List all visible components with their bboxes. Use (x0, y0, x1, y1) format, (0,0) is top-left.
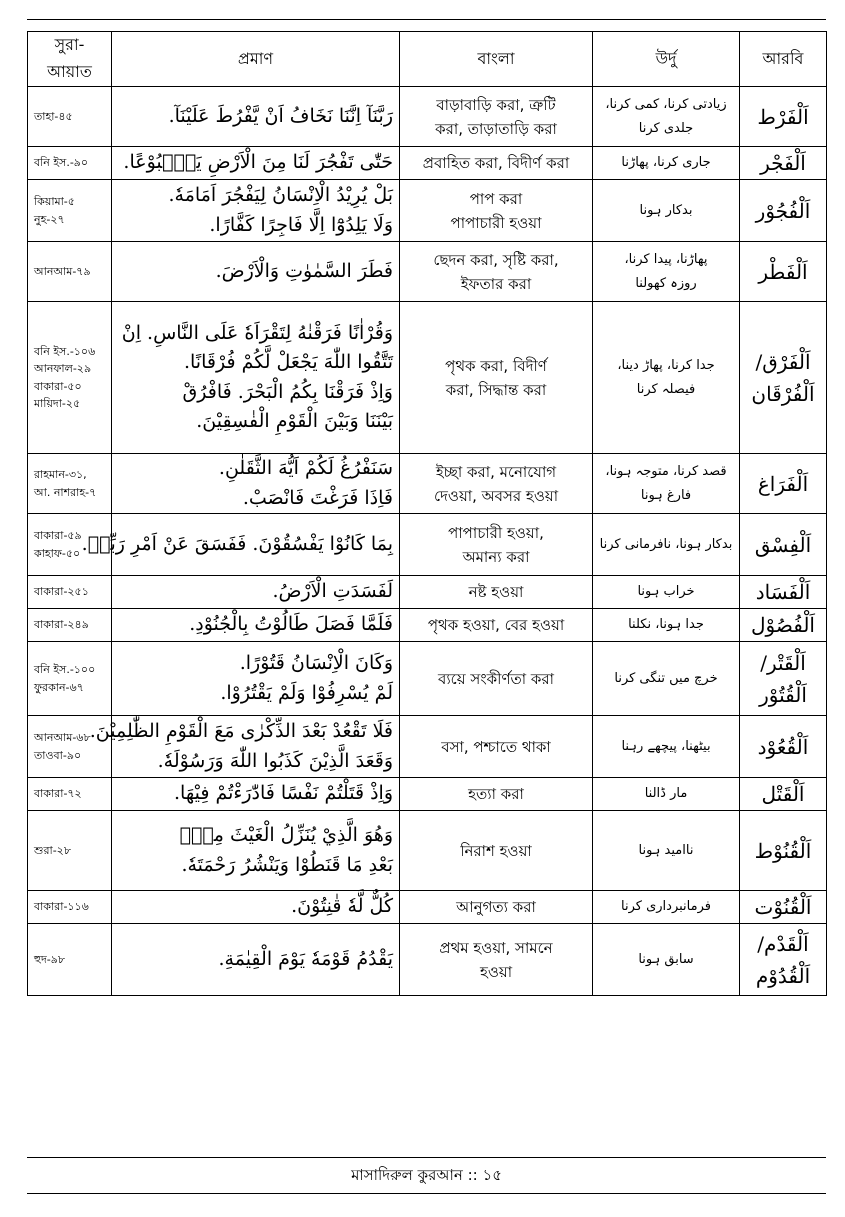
reference-line: কিয়ামা-৫ (34, 195, 75, 209)
urdu-meaning-cell (593, 180, 740, 242)
arabic-word-cell (740, 642, 827, 716)
reference-line: বনি ইস.-১০৬ (34, 345, 96, 359)
proof-line: وَكَانَ الْاِنْسَانُ قَتُوْرًا. (239, 652, 393, 675)
reference-cell (28, 811, 112, 891)
table-row (28, 716, 827, 778)
arabic-word-line: اَلْقُدُوْم (755, 963, 811, 988)
urdu-meaning-line: سابق ہونا (638, 951, 694, 967)
reference-line: আনআম-৭৯ (34, 264, 91, 278)
proof-cell (112, 87, 400, 147)
table-row (28, 778, 827, 811)
proof-line: بَعْدِ مَا قَنَطُوْا وَيَنْشُرُ رَحْمَتَهٗ. (181, 853, 393, 876)
urdu-meaning-cell (593, 514, 740, 576)
proof-cell (81, 514, 400, 576)
urdu-meaning-line: بدکار ہونا، نافرمانی کرنا (599, 536, 733, 552)
urdu-meaning-line: روزہ کھولنا (635, 275, 697, 291)
bangla-meaning-line: ব্যয়ে সংকীর্ণতা করা (437, 669, 555, 688)
bangla-meaning-line: করা, সিদ্ধান্ত করা (445, 380, 547, 399)
proof-line: حَتّٰى تَفْجُرَ لَنَا مِنَ الْاَرْضِ يَنْۢبُوْعًا. (123, 151, 393, 174)
table-row (28, 811, 827, 891)
reference-line: বাকারা-২৫১ (34, 585, 89, 599)
reference-line: বাকারা-১১৬ (34, 900, 89, 914)
bangla-meaning-cell (400, 716, 593, 778)
bangla-meaning-line: ইচ্ছা করা, মনোযোগ (435, 462, 557, 481)
reference-line: শুরা-২৮ (34, 843, 71, 857)
reference-cell (28, 576, 112, 609)
reference-cell (28, 778, 112, 811)
reference-cell (28, 924, 112, 996)
bangla-meaning-line: অমান্য করা (462, 547, 530, 566)
urdu-meaning-line: ناامید ہونا (638, 842, 694, 858)
arabic-word-line: اَلْفُصُوْل (751, 613, 815, 637)
proof-cell (112, 811, 400, 891)
reference-line: ফুরকান-৬৭ (34, 680, 84, 694)
table-row (28, 891, 827, 924)
urdu-meaning-cell (593, 716, 740, 778)
proof-line: يَقْدُمُ قَوْمَهٗ يَوْمَ الْقِيٰمَةِ. (218, 947, 393, 970)
table-row (28, 924, 827, 996)
urdu-meaning-line: بدکار ہونا (639, 202, 693, 218)
table-row (28, 576, 827, 609)
proof-cell (89, 716, 400, 778)
bangla-meaning-line: পাপাচারী হওয়া (450, 213, 542, 232)
reference-cell (28, 180, 112, 242)
reference-line: তাওবা-৯০ (34, 748, 82, 762)
proof-line: وَلَا يَلِدُوْٓا اِلَّا فَاجِرًا كَفَّارًا. (209, 213, 393, 236)
arabic-word-cell (740, 454, 827, 514)
table-row (28, 147, 827, 180)
bangla-meaning-line: ইফতার করা (460, 274, 532, 293)
bangla-meaning-cell (400, 642, 593, 716)
proof-line: بَيْنَنَا وَبَيْنَ الْقَوْمِ الْفٰسِقِيْنَ. (196, 409, 393, 432)
urdu-meaning-cell (593, 642, 740, 716)
table-row (28, 302, 827, 454)
bangla-meaning-line: হওয়া (479, 962, 513, 981)
urdu-meaning-line: جدا کرنا، پھاڑ دینا، (617, 358, 715, 374)
arabic-word-cell (740, 180, 827, 242)
urdu-meaning-cell (593, 924, 740, 996)
proof-cell (112, 147, 400, 180)
header-proof: প্রমাণ (112, 32, 400, 87)
urdu-meaning-line: جاری کرنا، پھاڑنا (621, 155, 711, 171)
table-header-row (28, 32, 827, 87)
bangla-meaning-line: নিরাশ হওয়া (460, 841, 532, 860)
arabic-word-line: اَلْفَسَاد (755, 580, 811, 604)
reference-line: রাহমান-৩১, (34, 468, 87, 482)
proof-line: وَقَعَدَ الَّذِيْنَ كَذَبُوا اللّٰهَ وَرَسُوْلَهٗ. (157, 749, 393, 772)
page-footer: মাসাদিরুল কুরআন :: ১৫ (351, 1166, 502, 1184)
urdu-meaning-cell (593, 302, 740, 454)
table-row (28, 87, 827, 147)
urdu-meaning-cell (593, 87, 740, 147)
header-reference: সুরা-আয়াত (28, 32, 112, 87)
proof-cell (112, 778, 400, 811)
urdu-meaning-line: جدا ہونا، نکلنا (628, 617, 704, 633)
proof-line: فَطَرَ السَّمٰوٰتِ وَالْاَرْضَ. (215, 259, 393, 282)
bangla-meaning-line: প্রবাহিত করা, বিদীর্ণ করা (422, 154, 570, 172)
arabic-word-cell (740, 514, 827, 576)
reference-cell (28, 242, 112, 302)
reference-line: আ. নাশরাহ-৭ (34, 485, 97, 499)
reference-line: বাকারা-৫০ (34, 379, 82, 393)
reference-cell (28, 87, 112, 147)
proof-line: فَلَا تَقْعُدْ بَعْدَ الذِّكْرٰى مَعَ الْقَوْمِ الظّٰلِمِيْنَ. (89, 720, 393, 743)
arabic-word-line: اَلْفِسْق (754, 532, 812, 557)
table-row (28, 642, 827, 716)
urdu-meaning-cell (593, 778, 740, 811)
reference-line: আনআম-৬৮ (34, 731, 91, 745)
urdu-meaning-cell (593, 576, 740, 609)
arabic-word-cell (740, 924, 827, 996)
arabic-word-cell (740, 576, 827, 609)
urdu-meaning-cell (593, 242, 740, 302)
table-row (28, 242, 827, 302)
urdu-meaning-line: جلدی کرنا (638, 120, 694, 136)
reference-cell (28, 147, 112, 180)
bangla-meaning-line: বসা, পশ্চাতে থাকা (441, 737, 551, 756)
bangla-meaning-cell (400, 454, 593, 514)
proof-line: فَلَمَّا فَصَلَ طَالُوْتُ بِالْجُنُوْدِ. (189, 613, 393, 636)
bangla-meaning-line: পাপ করা (469, 189, 523, 208)
reference-line: তাহা-৪৫ (34, 109, 73, 123)
arabic-word-line: اَلْفَرْق/ (755, 349, 811, 374)
bangla-meaning-cell (400, 576, 593, 609)
proof-line: لَمْ يُسْرِفُوْا وَلَمْ يَقْتُرُوْا. (220, 681, 393, 704)
urdu-meaning-line: قصد کرنا، متوجہ ہونا، (605, 464, 727, 480)
arabic-word-line: اَلْقُعُوْد (757, 734, 809, 759)
urdu-meaning-cell (593, 147, 740, 180)
arabic-word-line: اَلْقَتْل (761, 782, 805, 806)
reference-line: বনি ইস.-১০০ (34, 663, 96, 677)
arabic-word-cell (740, 609, 827, 642)
urdu-meaning-line: فارغ ہونا (640, 487, 692, 503)
arabic-word-line: اَلْقَتْر/ (760, 650, 806, 675)
urdu-meaning-cell (593, 891, 740, 924)
reference-cell (28, 609, 112, 642)
arabic-word-cell (740, 716, 827, 778)
reference-cell (28, 891, 112, 924)
proof-cell (112, 609, 400, 642)
arabic-word-line: اَلْفُجُوْر (755, 198, 811, 223)
arabic-word-cell (740, 242, 827, 302)
reference-cell (28, 302, 112, 454)
proof-line: بِمَا كَانُوْا يَفْسُقُوْنَ. فَفَسَقَ عَنْ اَمْرِ رَبِّهٖ. (81, 532, 393, 555)
vocabulary-table (27, 31, 827, 996)
bangla-meaning-cell (400, 778, 593, 811)
bangla-meaning-line: হত্যা করা (468, 785, 524, 803)
proof-cell (112, 180, 400, 242)
header-arabic: আরবি (740, 32, 827, 87)
bangla-meaning-line: পৃথক করা, বিদীর্ণ (445, 356, 547, 375)
urdu-meaning-line: فرمانبرداری کرنا (621, 899, 711, 915)
proof-line: لَفَسَدَتِ الْاَرْضُ. (272, 580, 393, 603)
reference-line: কাহাফ-৫০ (34, 546, 81, 560)
bangla-meaning-cell (400, 180, 593, 242)
arabic-word-line: اَلْقُتُوْر (759, 682, 807, 707)
proof-cell (112, 302, 400, 454)
arabic-word-line: اَلْفَجْر (760, 151, 806, 175)
urdu-meaning-line: فیصلہ کرنا (636, 381, 696, 397)
arabic-word-line: اَلْقَدْم/ (757, 931, 809, 956)
table-row (28, 454, 827, 514)
reference-cell (28, 642, 112, 716)
arabic-word-line: اَلْفَطْر (758, 259, 808, 284)
header-bangla: বাংলা (400, 32, 593, 87)
header-urdu: উর্দু (593, 32, 740, 87)
urdu-meaning-line: بیٹھنا، پیچھے رہنا (621, 738, 711, 754)
proof-line: وَاِذْ فَرَقْنَا بِكُمُ الْبَحْرَ. فَافْرُقْ (182, 380, 393, 403)
urdu-meaning-line: خرچ میں تنگی کرنا (614, 670, 718, 686)
arabic-word-line: اَلْقُنُوْط (754, 838, 812, 863)
bangla-meaning-cell (400, 924, 593, 996)
bangla-meaning-cell (400, 147, 593, 180)
bangla-meaning-line: দেওয়া, অবসর হওয়া (433, 486, 559, 505)
urdu-meaning-cell (593, 454, 740, 514)
table-row (28, 609, 827, 642)
bangla-meaning-cell (400, 811, 593, 891)
reference-line: নুহ-২৭ (34, 212, 65, 226)
proof-cell (112, 642, 400, 716)
arabic-word-cell (740, 147, 827, 180)
reference-cell (28, 454, 112, 514)
bangla-meaning-cell (400, 514, 593, 576)
urdu-meaning-cell (593, 811, 740, 891)
urdu-meaning-line: مار ڈالنا (644, 786, 688, 802)
proof-cell (112, 576, 400, 609)
proof-line: بَلْ يُرِيْدُ الْاِنْسَانُ لِيَفْجُرَ اَمَامَهٗ. (168, 184, 393, 207)
arabic-word-line: اَلْفَرْط (757, 104, 809, 129)
bangla-meaning-line: আনুগত্য করা (456, 898, 536, 916)
urdu-meaning-line: پھاڑنا، پیدا کرنا، (624, 252, 708, 268)
bangla-meaning-cell (400, 891, 593, 924)
bangla-meaning-cell (400, 242, 593, 302)
reference-line: মায়িদা-২৫ (34, 396, 81, 410)
bangla-meaning-cell (400, 609, 593, 642)
arabic-word-cell (740, 302, 827, 454)
reference-line: হুদ-৯৮ (34, 952, 66, 966)
table-row (28, 180, 827, 242)
proof-cell (112, 891, 400, 924)
arabic-word-cell (740, 87, 827, 147)
footer-bottom-rule (27, 1193, 826, 1194)
bangla-meaning-line: প্রথম হওয়া, সামনে (439, 938, 553, 957)
reference-line: বনি ইস.-৯০ (34, 156, 89, 170)
proof-line: كُلٌّ لَّهٗ قٰنِتُوْنَ. (291, 895, 393, 918)
table-row (28, 514, 827, 576)
reference-line: বাকারা-২৪৯ (34, 618, 89, 632)
bangla-meaning-line: বাড়াবাড়ি করা, ত্রুটি (436, 95, 556, 114)
proof-line: وَهُوَ الَّذِيْ يُنَزِّلُ الْغَيْثَ مِنْۢ (179, 824, 393, 847)
arabic-word-cell (740, 891, 827, 924)
proof-line: سَنَفْرُغُ لَكُمْ اَيُّهَ الثَّقَلٰنِ. (218, 457, 393, 480)
arabic-word-cell (740, 811, 827, 891)
bangla-meaning-line: নষ্ট হওয়া (468, 583, 524, 601)
proof-line: تَتَّقُوا اللّٰهَ يَجْعَلْ لَّكُمْ فُرْقَانًا. (183, 351, 393, 374)
arabic-word-line: اَلْقُنُوْت (754, 895, 812, 919)
footer-top-rule (27, 1157, 826, 1158)
bangla-meaning-cell (400, 87, 593, 147)
bangla-meaning-line: করা, তাড়াতাড়ি করা (435, 119, 557, 138)
proof-line: وَقُرْاٰنًا فَرَقْنٰهُ لِتَقْرَاَهٗ عَلَى النَّاسِ. اِنْ (121, 321, 393, 344)
proof-cell (112, 454, 400, 514)
reference-line: বাকারা-৭২ (34, 787, 82, 801)
arabic-word-cell (740, 778, 827, 811)
proof-line: وَاِذْ قَتَلْتُمْ نَفْسًا فَادّٰرَءْتُمْ فِيْهَا. (174, 782, 393, 805)
reference-line: বাকারা-৫৯ (34, 529, 82, 543)
reference-line: আনফাল-২৯ (34, 362, 92, 376)
bangla-meaning-cell (400, 302, 593, 454)
top-rule (27, 19, 826, 20)
proof-line: فَاِذَا فَرَغْتَ فَانْصَبْ. (242, 486, 393, 509)
urdu-meaning-line: خراب ہونا (637, 584, 695, 600)
bangla-meaning-line: পৃথক হওয়া, বের হওয়া (427, 616, 565, 634)
proof-cell (112, 924, 400, 996)
bangla-meaning-line: পাপাচারী হওয়া, (448, 523, 544, 542)
urdu-meaning-line: زیادتی کرنا، کمی کرنا، (605, 97, 727, 113)
urdu-meaning-cell (593, 609, 740, 642)
arabic-word-line: اَلْفُرْقَان (751, 381, 815, 406)
proof-cell (112, 242, 400, 302)
bangla-meaning-line: ছেদন করা, সৃষ্টি করা, (433, 250, 559, 269)
proof-line: رَبَّنَآ اِنَّنَا نَخَافُ اَنْ يَّفْرُطَ عَلَيْنَآ. (168, 104, 393, 127)
arabic-word-line: اَلْفَرَاغ (757, 471, 809, 496)
